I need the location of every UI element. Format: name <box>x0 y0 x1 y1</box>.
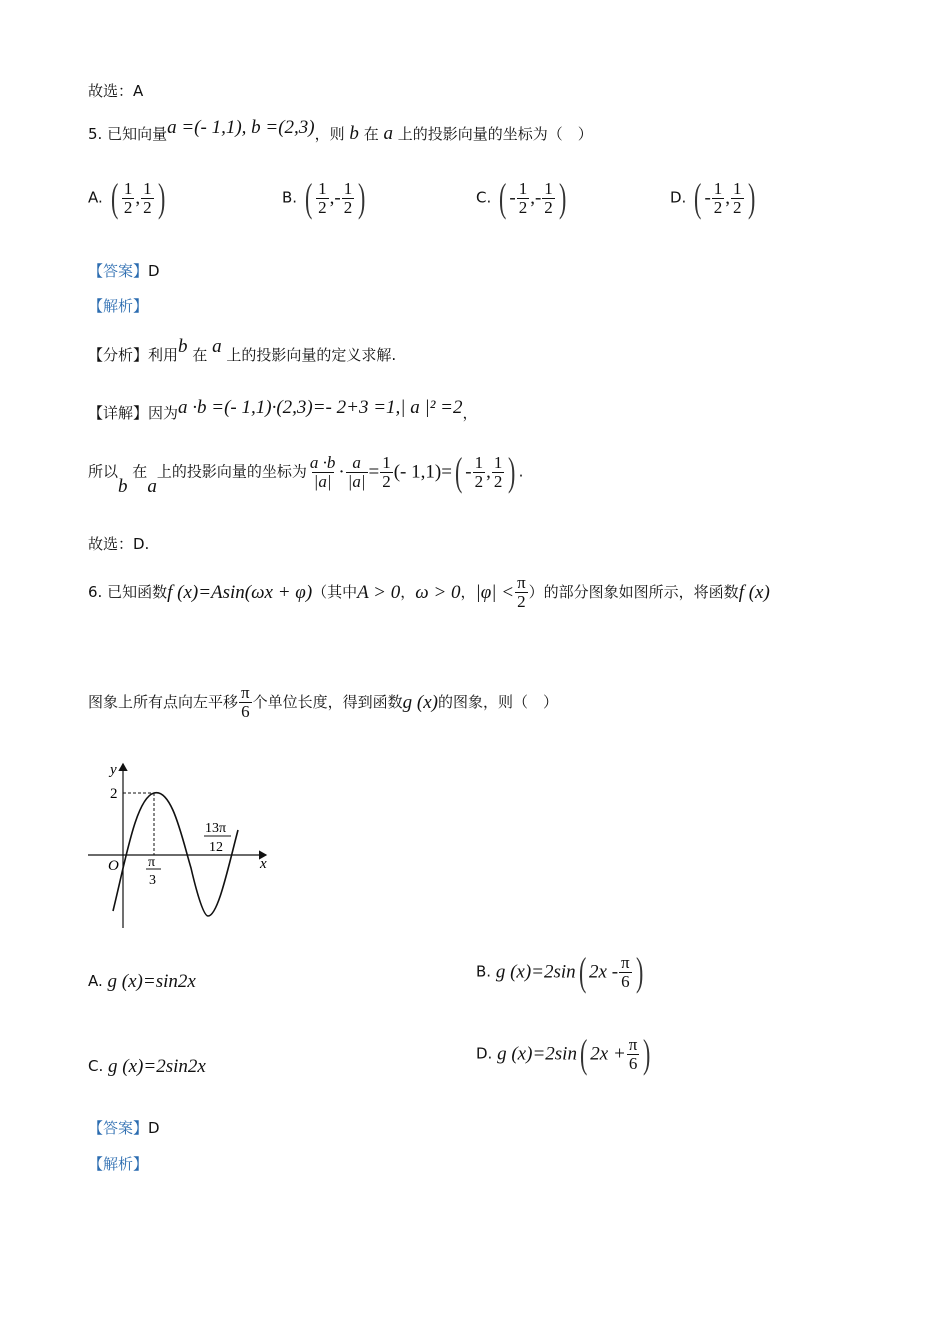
q5-analysis-tag: 【解析】 <box>88 297 149 315</box>
ymax-label: 2 <box>110 786 118 802</box>
q5-vector-definition: a =(- 1,1), b =(2,3) <box>167 117 315 138</box>
q6-option-d[interactable]: D. g (x)=2sin( 2x + $\frac{\pi}{6}$ ) <box>476 1031 651 1076</box>
q5-mid2: 在 <box>363 125 379 143</box>
q6-stem-line1: 6. 已知函数f (x)=Asin(ωx + φ)（其中A > 0，ω > 0，|φ| < $\frac{\pi}{2}$ ）的部分图象如图所示，将函数f (x) <box>88 573 770 611</box>
origin-label: O <box>108 858 119 874</box>
answer-value: D <box>148 1119 160 1137</box>
q6-analysis-tag: 【解析】 <box>88 1155 149 1173</box>
x-axis-label: x <box>260 856 267 872</box>
q4-conclusion: 故选：A <box>88 82 144 100</box>
tick-pi3-den: 3 <box>149 873 156 888</box>
q5-stem <box>88 117 593 144</box>
q5-fenxi: 【分析】利用b 在 a 上的投影向量的定义求解. <box>88 336 397 364</box>
q6-option-b[interactable]: B. g (x)=2sin( 2x - $\frac{\pi}{6}$ ) <box>476 949 643 994</box>
q5-projection-result: 所以b 在a上的投影向量的坐标为 $\frac{a \cdot b}{|a|}$ · $\frac{a}{|a|}$ = $\frac{1}{2}$ (- 1,1)=( - $\frac{1}{2}$ , $\frac{1}{2}$ ) . <box>88 449 524 497</box>
q5-option-c[interactable]: C. ( - $\frac{1}{2}$ ,- $\frac{1}{2}$ ) <box>476 175 567 220</box>
tick-13pi12-den: 12 <box>209 840 223 855</box>
q5-a: a <box>383 123 393 144</box>
answer-tag: 【答案】 <box>88 1119 149 1137</box>
q6-option-c[interactable]: C. g (x)=2sin2x <box>88 1056 206 1077</box>
tick-pi3-num: π <box>148 855 156 870</box>
option-label: D. <box>670 188 687 207</box>
q6-function-graph <box>86 758 276 933</box>
q6-function: f (x)=Asin(ωx + φ) <box>167 581 313 603</box>
q5-xiangjie: 【详解】因为a ·b =(- 1,1)·(2,3)=- 2+3 =1,| a |² =2， <box>88 397 478 422</box>
q5-suffix: 上的投影向量的坐标为（ ） <box>397 125 593 143</box>
dot-product-equation: a ·b =(- 1,1)·(2,3)=- 2+3 =1,| a |² =2 <box>178 397 463 418</box>
q5-answer <box>88 264 160 279</box>
q5-mid1: ，则 <box>314 125 345 143</box>
option-label: C. <box>476 188 492 207</box>
q5-b: b <box>349 123 359 144</box>
answer-tag: 【答案】 <box>88 262 149 280</box>
tick-13pi12-num: 13π <box>205 821 227 836</box>
option-label: A. <box>88 188 103 207</box>
q6-stem-line2: 图象上所有点向左平移 $\frac{\pi}{6}$ 个单位长度，得到函数g (x)的图象，则（ ） <box>88 683 558 721</box>
q5-prefix: 5. 已知向量 <box>88 125 168 143</box>
option-label: B. <box>282 188 298 207</box>
q5-conclusion: 故选：D. <box>88 535 150 553</box>
q5-option-b[interactable]: B. ( $\frac{1}{2}$ ,- $\frac{1}{2}$ ) <box>282 175 366 220</box>
q5-option-d[interactable]: D. ( - $\frac{1}{2}$ , $\frac{1}{2}$ ) <box>670 175 755 220</box>
q5-option-a[interactable]: A. ( $\frac{1}{2}$ , $\frac{1}{2}$ ) <box>88 175 165 220</box>
q6-option-a[interactable]: A. g (x)=sin2x <box>88 971 196 992</box>
answer-value: D <box>148 262 160 280</box>
q6-answer <box>88 1121 160 1136</box>
y-axis-label: y <box>110 762 117 778</box>
